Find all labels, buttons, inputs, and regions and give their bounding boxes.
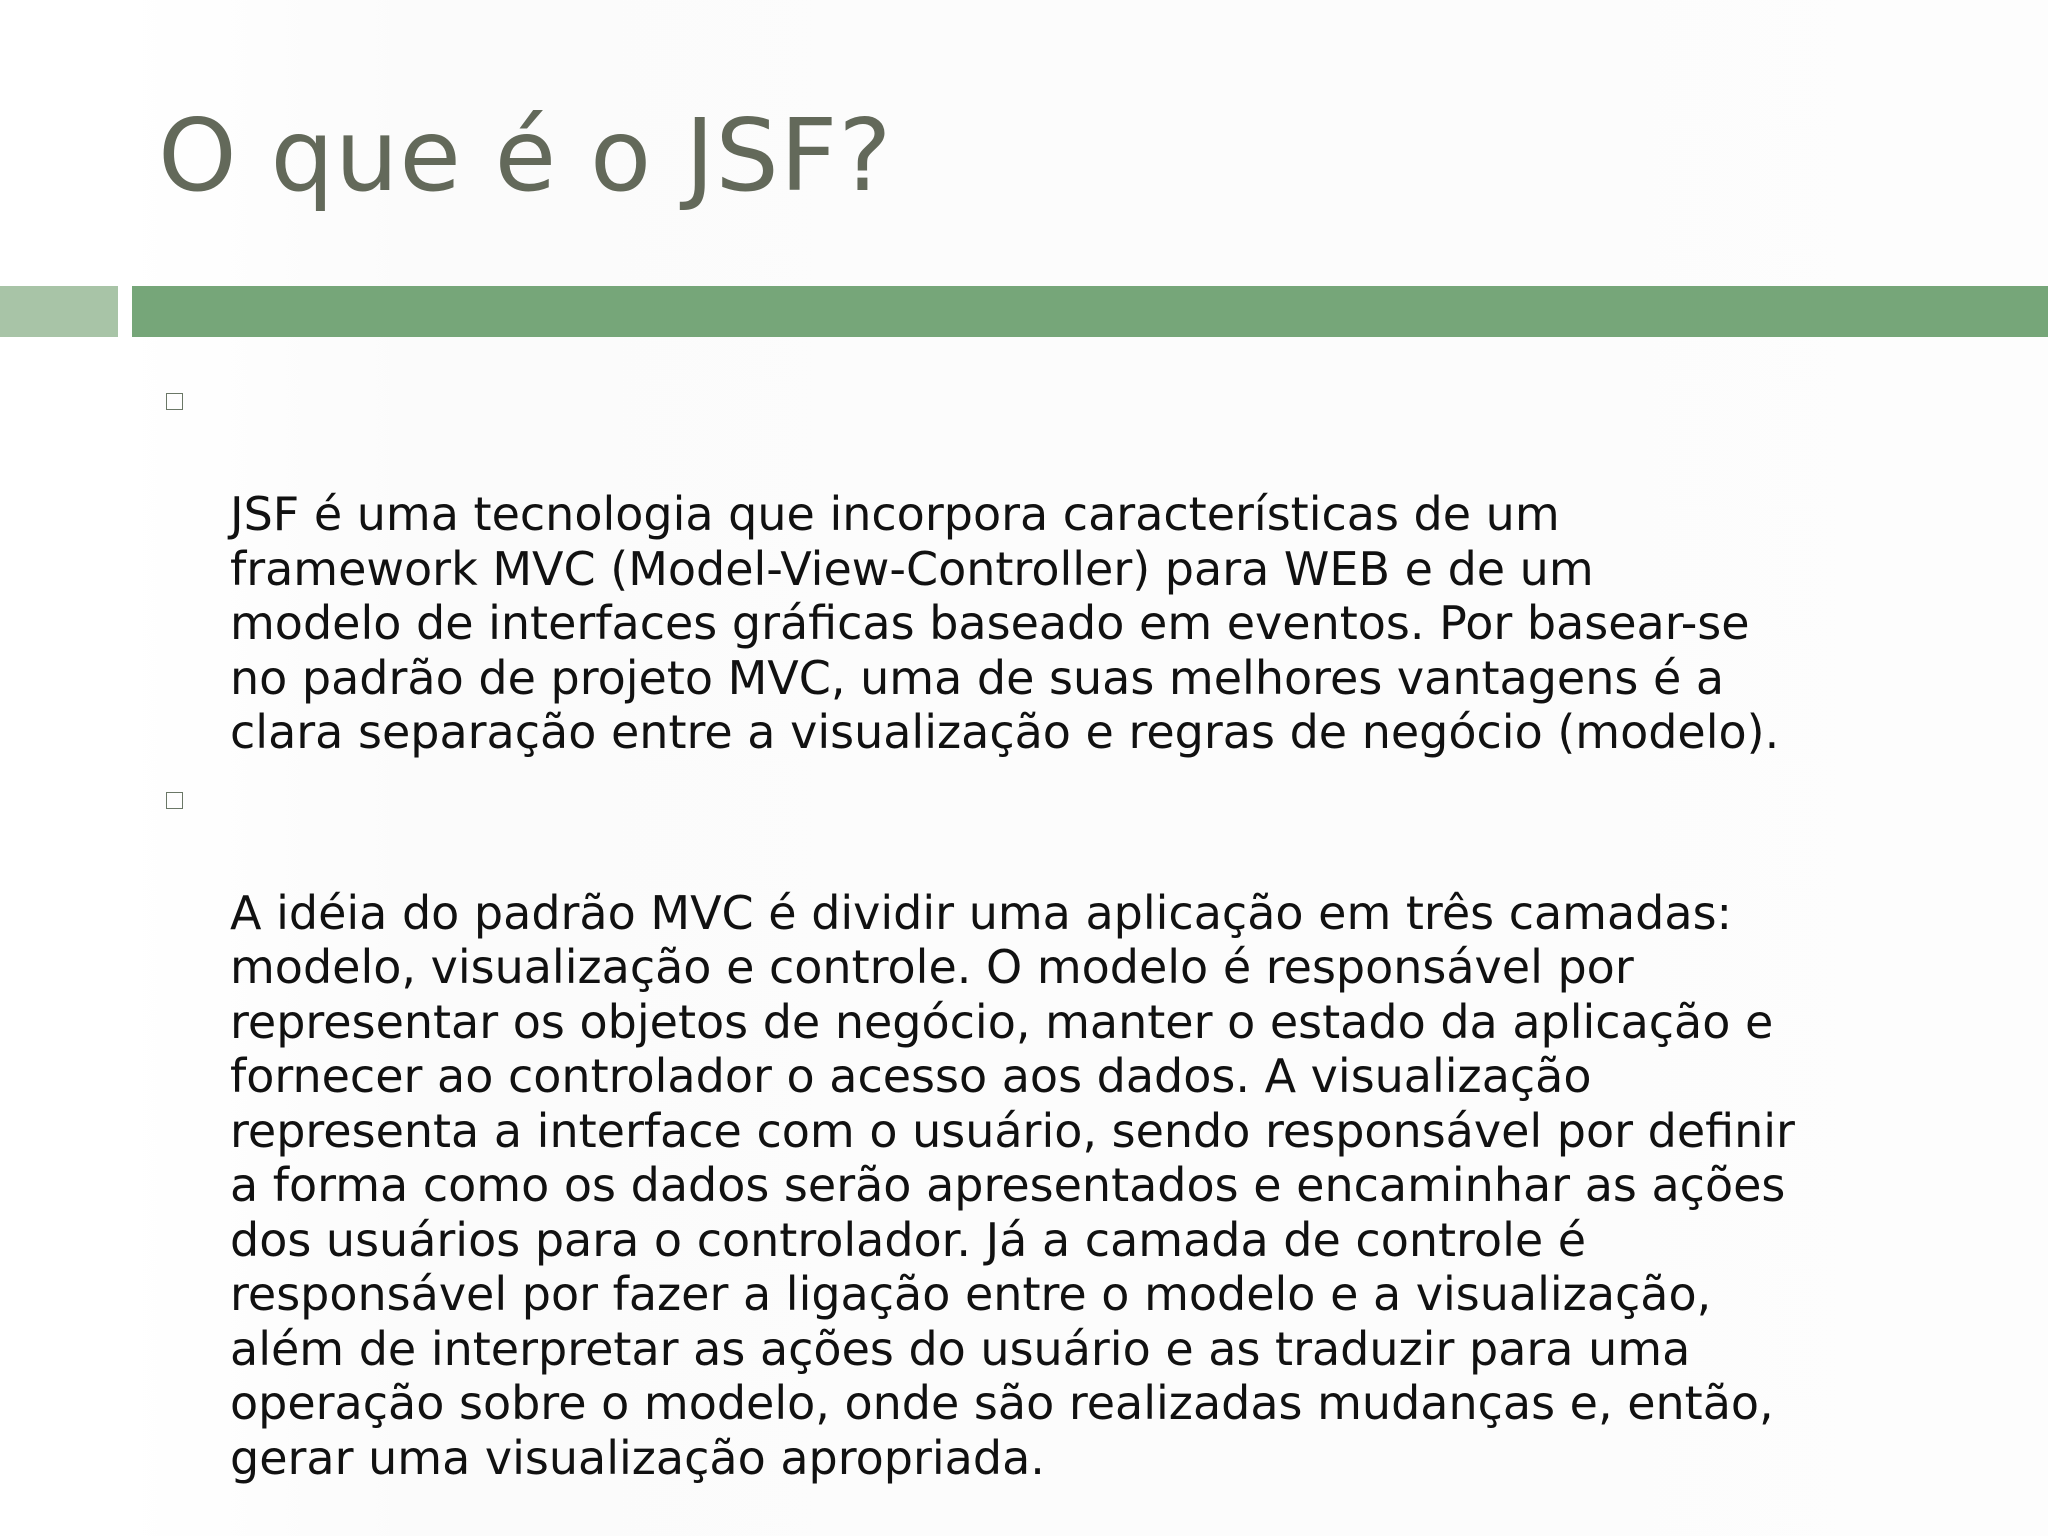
- bullet-item-2: [160, 777, 1950, 1486]
- square-bullet-icon: [166, 792, 183, 809]
- slide-title: O que é o JSF?: [158, 97, 893, 214]
- bullet-text-2: A idéia do padrão MVC é dividir uma aplicação em três camadas: modelo, visualização e controle. O modelo é responsável por representar os objetos de negócio, manter o estado da aplicação e fornecer ao controlador o acesso aos dados. A visualização representa a interface com o usuário, sendo responsável por definir a forma como os dados serão apresentados e encaminhar as ações dos usuários para o controlador. Já a camada de controle é responsável por fazer a ligação entre o modelo e a visualização, além de interpretar as ações do usuário e as traduzir para uma operação sobre o modelo, onde são realizadas mudanças e, então, gerar uma visualização apropriada.: [230, 885, 1795, 1485]
- bullet-text-1: JSF é uma tecnologia que incorpora características de um framework MVC (Model-View-Controller) para WEB e de um modelo de interfaces gráficas baseado em eventos. Por basear-se no padrão de projeto MVC, uma de suas melhores vantagens é a clara separação entre a visualização e regras de negócio (modelo).: [230, 487, 1780, 759]
- bullet-list: [160, 378, 1950, 1502]
- title-divider-band: [132, 286, 2048, 337]
- title-divider-accent: [0, 286, 118, 337]
- square-bullet-icon: [166, 393, 183, 410]
- bullet-item-1: [160, 378, 1950, 760]
